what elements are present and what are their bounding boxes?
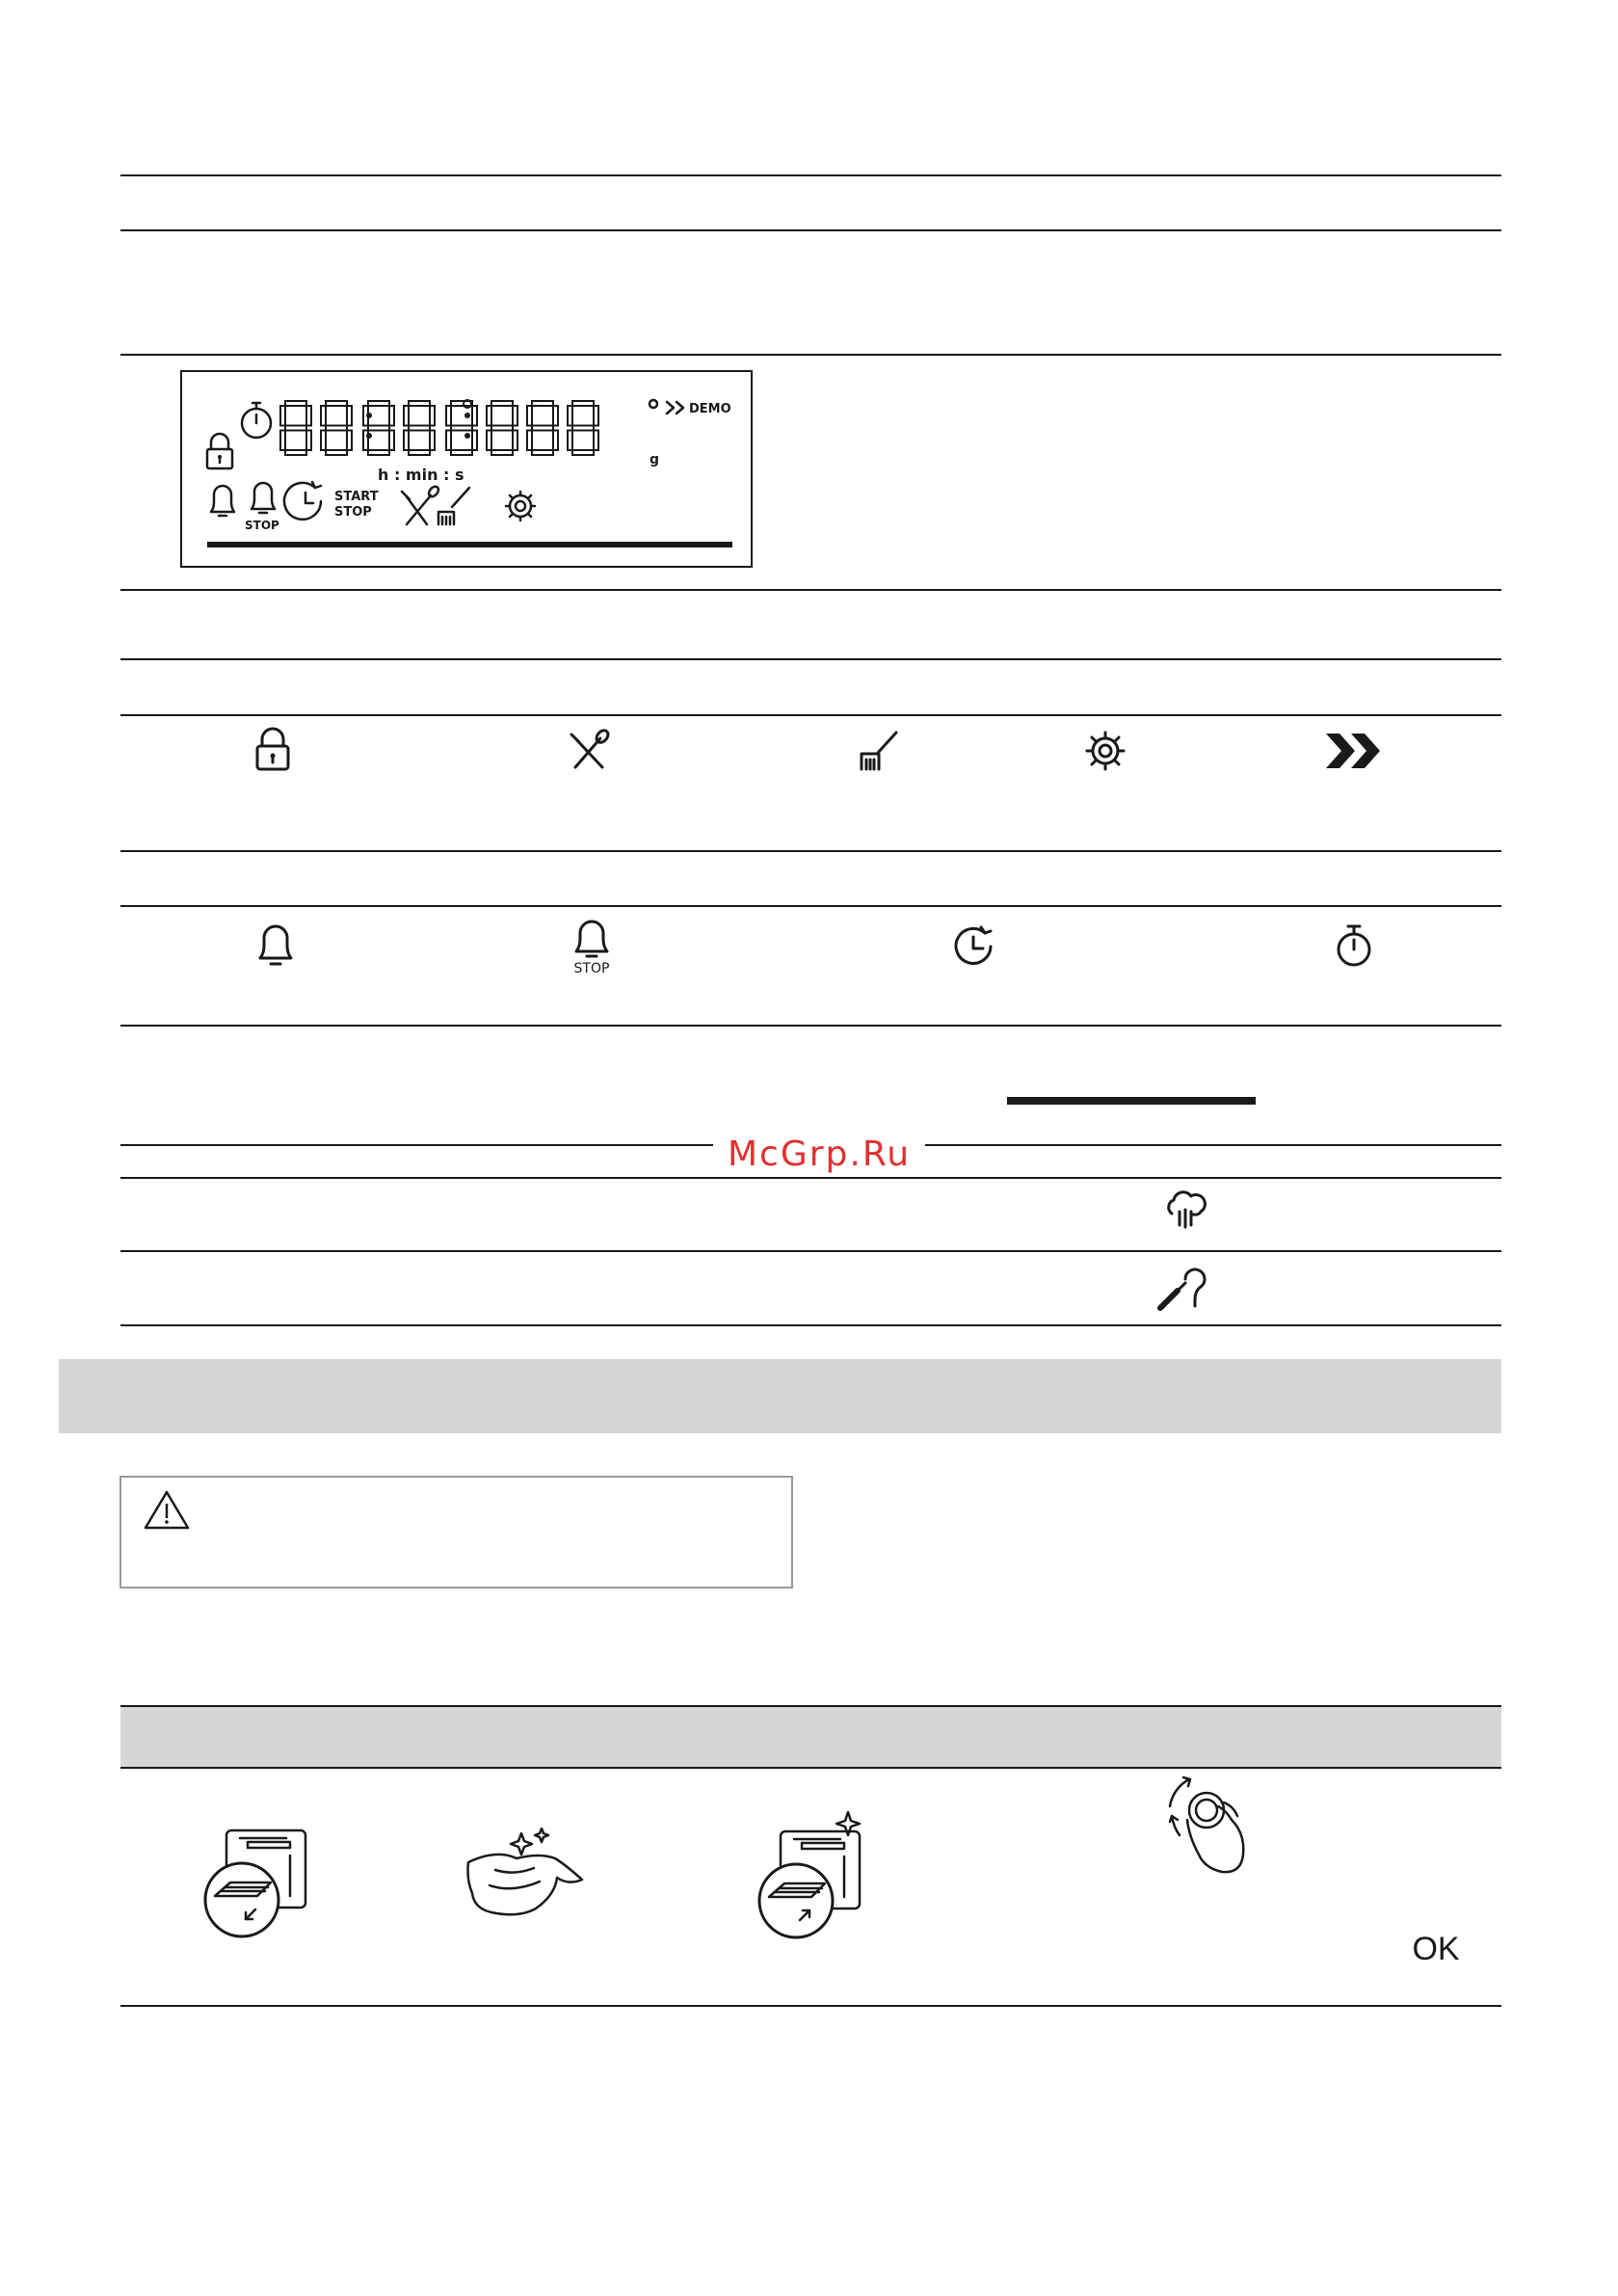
insert-shelves-icon [752,1812,872,1937]
display-illustration [180,370,753,568]
display-segment [368,401,389,406]
display-segment [553,406,558,426]
table-rule [120,714,1501,716]
display-lock-icon [207,434,232,468]
display-segment [446,406,451,426]
table-rule [120,354,1501,356]
display-segment [451,401,472,406]
display-segment [280,431,285,451]
display-segment [347,431,352,451]
display-bell-stop-icon [252,483,275,513]
display-segment [409,426,430,431]
display-segment [553,431,558,451]
table-rule [120,1767,1501,1769]
display-segment [568,431,572,451]
display-segment [321,406,326,426]
display-stopwatch-icon [242,403,271,438]
display-segment [572,450,594,455]
display-segment [404,406,409,426]
display-demo-chevrons-icon [667,402,683,414]
display-segment [532,450,553,455]
gear-icon [1084,730,1127,772]
section-heading-band [59,1359,1501,1433]
display-gear-icon [506,492,535,521]
display-digit [321,401,352,455]
display-segment [326,450,347,455]
table-rule [120,229,1501,231]
display-segment [326,426,347,431]
display-segment [491,450,513,455]
display-segment [487,406,491,426]
display-segment [368,426,389,431]
lock-icon [253,730,292,772]
display-segment [280,406,285,426]
display-weight-unit: g [650,452,660,467]
display-segment [368,450,389,455]
food-probe-icon [1156,1264,1214,1312]
display-digit [568,401,598,455]
table-rule [120,174,1501,176]
display-segment [347,406,352,426]
ok-button[interactable]: OK [1412,1931,1460,1967]
display-segment [594,431,598,451]
display-digit [404,401,435,455]
watermark: McGrp.Ru [713,1135,925,1174]
display-digit [487,401,517,455]
display-progress-bar [207,542,732,547]
display-segment [326,401,347,406]
display-segment [285,401,306,406]
display-brush-icon [438,488,469,524]
display-segment [285,450,306,455]
display-start-label: START [334,490,379,504]
display-segment [513,431,517,451]
display-segment [285,426,306,431]
double-chevron-icon [1324,732,1388,770]
display-segment [532,426,553,431]
bell-stop-label: STOP [573,961,610,976]
table-rule [120,658,1501,660]
display-segment [409,401,430,406]
display-segment [491,426,513,431]
display-segment [409,450,430,455]
display-segment [527,431,532,451]
display-segment [572,426,594,431]
display-segment [404,431,409,451]
display-segment [446,431,451,451]
display-digit [527,401,558,455]
warning-box [119,1476,793,1589]
display-bell-icon [211,486,234,516]
display-digit [363,401,394,455]
display-degree-icon [650,400,657,408]
table-rule [120,905,1501,907]
table-rule [120,1025,1501,1027]
display-drawing [182,372,755,570]
remove-shelves-icon [198,1827,313,1942]
bell-icon [256,925,295,968]
table-rule [120,1250,1501,1252]
display-segment [568,406,572,426]
display-segment [487,431,491,451]
display-segment [389,406,394,426]
warning-triangle-icon [143,1489,191,1532]
display-segment [430,406,435,426]
display-demo-label: DEMO [689,402,731,416]
table-rule [120,850,1501,852]
table-rule [120,589,1501,591]
display-segment [513,406,517,426]
display-segment [572,401,594,406]
display-clock-arrow-icon [284,482,321,520]
display-segment [321,431,326,451]
clock-arrow-icon [952,923,996,968]
display-segment [532,401,553,406]
display-stop-label: STOP [334,505,372,520]
display-digit [446,401,477,455]
display-digit [280,401,311,455]
display-bell-stop-label: STOP [245,519,279,532]
turn-knob-hand-icon [1164,1774,1270,1889]
display-segment [306,431,311,451]
table-header-band [120,1707,1501,1767]
stopwatch-icon [1335,922,1373,969]
cutlery-icon [570,731,608,771]
indicator-bar [1007,1097,1256,1105]
display-cutlery-icon [402,485,440,524]
display-time-units: h : min : s [378,466,464,484]
display-segment [472,431,477,451]
display-digits [280,401,598,455]
clean-hand-icon [463,1820,583,1926]
table-rule [120,1324,1501,1326]
display-segment [527,406,532,426]
table-rule [120,1177,1501,1179]
display-segment [306,406,311,426]
display-segment [451,450,472,455]
brush-icon [858,731,900,771]
steam-icon [1164,1188,1208,1231]
table-rule [120,2005,1501,2007]
display-segment [472,406,477,426]
display-segment [430,431,435,451]
display-segment [594,406,598,426]
display-segment [451,426,472,431]
display-segment [389,431,394,451]
display-segment [491,401,513,406]
